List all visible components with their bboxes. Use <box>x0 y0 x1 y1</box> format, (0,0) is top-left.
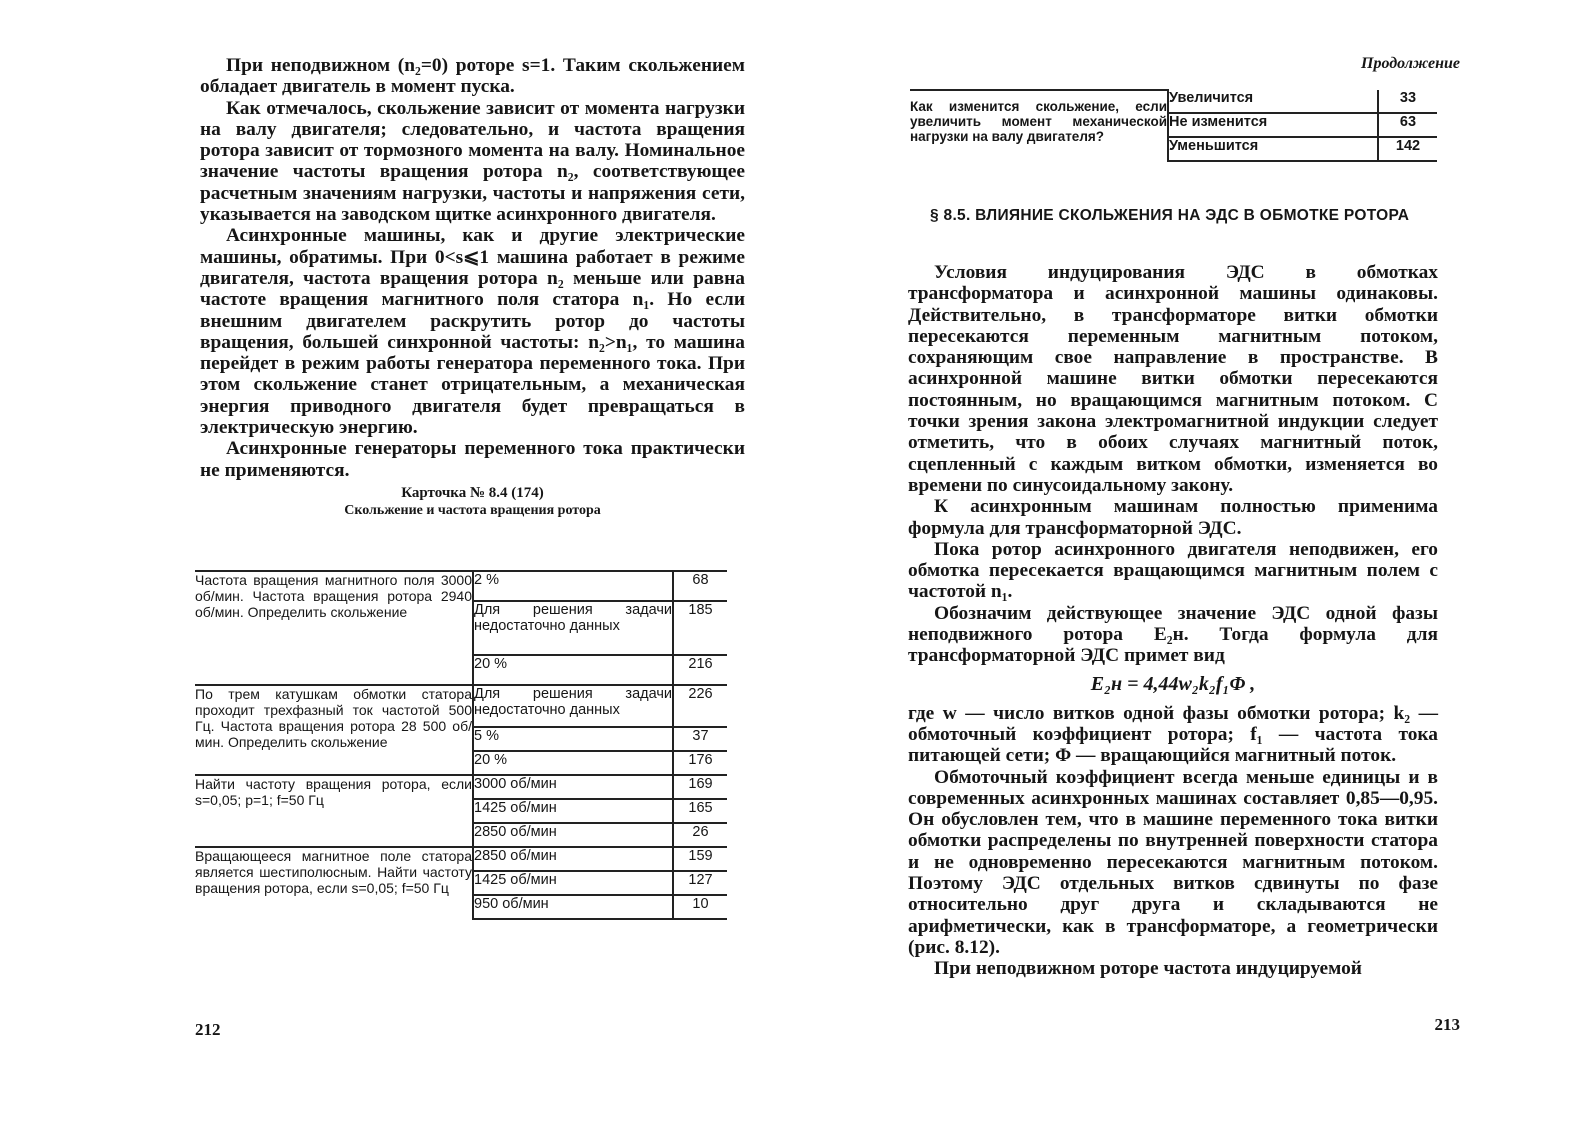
paragraph: Асинхронные генераторы переменного тока практически не применяются. <box>200 438 745 481</box>
answer-option[interactable]: 950 об/мин <box>473 895 673 919</box>
table-row <box>195 775 727 799</box>
answer-option[interactable]: 2 % <box>473 571 673 601</box>
answer-option[interactable]: Для решения задачи недостаточно данных <box>473 601 673 654</box>
section-heading: § 8.5. ВЛИЯНИЕ СКОЛЬЖЕНИЯ НА ЭДС В ОБМОТКЕ РОТОРА <box>930 207 1410 224</box>
paragraph: При неподвижном (n₂=0) роторе s=1. Таким скольжением обладает двигатель в момент пуска. <box>200 55 745 98</box>
answer-code: 37 <box>673 727 727 751</box>
table-row <box>195 685 727 727</box>
answer-code: 159 <box>673 847 727 871</box>
continuation-label: Продолжение <box>1361 55 1460 72</box>
answer-code: 142 <box>1378 137 1437 161</box>
left-page <box>195 0 755 1126</box>
answer-code: 33 <box>1378 90 1437 113</box>
paragraph: К асинхронным машинам полностью применима формула для трансформаторной ЭДС. <box>908 496 1438 539</box>
right-text-block <box>908 262 1438 980</box>
answer-code: 169 <box>673 775 727 799</box>
card-table-continued <box>910 89 1437 162</box>
table-row <box>910 90 1437 113</box>
question-cell: Вращающееся магнитное поле статора является шестиполюсным. Найти частоту вращения ротора, если s=0,05; f=50 Гц <box>195 847 473 919</box>
left-text-block <box>200 55 745 519</box>
table-row <box>195 571 727 601</box>
quiz-table <box>910 89 1437 162</box>
table-row <box>195 847 727 871</box>
question-cell: Частота вращения магнитного поля 3000 об/мин. Частота вращения ротора 2940 об/мин. Определить скольжение <box>195 571 473 685</box>
answer-option[interactable]: 20 % <box>473 655 673 685</box>
answer-option[interactable]: Для решения задачи недостаточно данных <box>473 685 673 727</box>
answer-code: 165 <box>673 799 727 823</box>
question-cell: Как изменится скольжение, если увеличить момент механической нагрузки на валу двигателя? <box>910 90 1168 161</box>
card-table <box>195 570 727 920</box>
answer-option[interactable]: 1425 об/мин <box>473 871 673 895</box>
paragraph: Как отмечалось, скольжение зависит от момента нагрузки на валу двигателя; следовательно, и частота вращения ротора зависит от тормозного момента на валу. Номинальное значение частоты вращения ротора n₂, соответствующее расчетным значениям нагрузки, частоты и напряжения сети, указывается на заводском щитке асинхронного двигателя. <box>200 97 745 226</box>
quiz-table <box>195 570 727 920</box>
answer-option[interactable]: Уменьшится <box>1168 137 1378 161</box>
paragraph: Обозначим действующее значение ЭДС одной фазы неподвижного ротора E₂н. Тогда формула для трансформаторной ЭДС примет вид <box>908 602 1438 667</box>
page-number: 213 <box>1434 1015 1460 1034</box>
answer-code: 176 <box>673 751 727 775</box>
paragraph: где w — число витков одной фазы обмотки ротора; k₂ — обмоточный коэффициент ротора; f₁ — частота тока питающей сети; Φ — вращающийся магнитный поток. <box>908 702 1438 767</box>
answer-option[interactable]: 20 % <box>473 751 673 775</box>
paragraph: Обмоточный коэффициент всегда меньше единицы и в современных асинхронных машинах составляет 0,85—0,95. Он обусловлен тем, что в машине переменного тока витки обмотки распределены по внутренней поверхности статора и не одновременно пересекаются магнитным потоком. Поэтому ЭДС отдельных витков сдвинуты по фазе относительно друг друга и складываются не арифметически, как в трансформаторе, а геометрически (рис. 8.12). <box>908 766 1438 958</box>
page-number: 212 <box>195 1020 221 1039</box>
answer-option[interactable]: Увеличится <box>1168 90 1378 113</box>
answer-code: 63 <box>1378 113 1437 137</box>
answer-option[interactable]: Не изменится <box>1168 113 1378 137</box>
paragraph: Условия индуцирования ЭДС в обмотках трансформатора и асинхронной машины одинаковы. Действительно, в трансформаторе витки обмотки пересекаются переменным магнитным потоком, сохраняющим свое направление в пространстве. В асинхронной машине витки обмотки пересекаются постоянным, но вращающимся магнитным потоком. С точки зрения закона электромагнитной индукции следует отметить, что в обоих случаях магнитный поток, сцепленный с каждым витком обмотки, изменяется во времени по синусоидальному закону. <box>908 262 1438 496</box>
question-cell: По трем катушкам обмотки статора проходит трехфазный ток частотой 500 Гц. Частота вращения ротора 28 500 об/мин. Определить скольжение <box>195 685 473 775</box>
answer-option[interactable]: 5 % <box>473 727 673 751</box>
question-cell: Найти частоту вращения ротора, если s=0,05; p=1; f=50 Гц <box>195 775 473 847</box>
card-title: Карточка № 8.4 (174) <box>401 484 544 501</box>
paragraph: Асинхронные машины, как и другие электрические машины, обратимы. При 0<s⩽1 машина работает в режиме двигателя, частота вращения ротора n₂ меньше или равна частоте вращения магнитного поля статора n₁. Но если внешним двигателем раскрутить ротор до частоты вращения, большей синхронной частоты: n₂>n₁, то машина перейдет в режим работы генератора переменного тока. При этом скольжение станет отрицательным, а механическая энергия приводного двигателя будет превращаться в электрическую энергию. <box>200 225 745 439</box>
right-page <box>908 0 1460 1126</box>
answer-code: 68 <box>673 571 727 601</box>
answer-option[interactable]: 2850 об/мин <box>473 847 673 871</box>
answer-option[interactable]: 3000 об/мин <box>473 775 673 799</box>
answer-code: 26 <box>673 823 727 847</box>
answer-code: 216 <box>673 655 727 685</box>
answer-code: 127 <box>673 871 727 895</box>
answer-code: 10 <box>673 895 727 919</box>
answer-code: 226 <box>673 685 727 727</box>
card-subtitle: Скольжение и частота вращения ротора <box>344 502 601 518</box>
answer-option[interactable]: 1425 об/мин <box>473 799 673 823</box>
paragraph: При неподвижном роторе частота индуцируемой <box>934 958 1362 980</box>
paragraph: Пока ротор асинхронного двигателя неподвижен, его обмотка пересекается вращающимся магнитным полем с частотой n₁. <box>908 538 1438 603</box>
formula: E₂н = 4,44w₂k₂f₁Φ , <box>1090 672 1256 695</box>
answer-code: 185 <box>673 601 727 654</box>
answer-option[interactable]: 2850 об/мин <box>473 823 673 847</box>
